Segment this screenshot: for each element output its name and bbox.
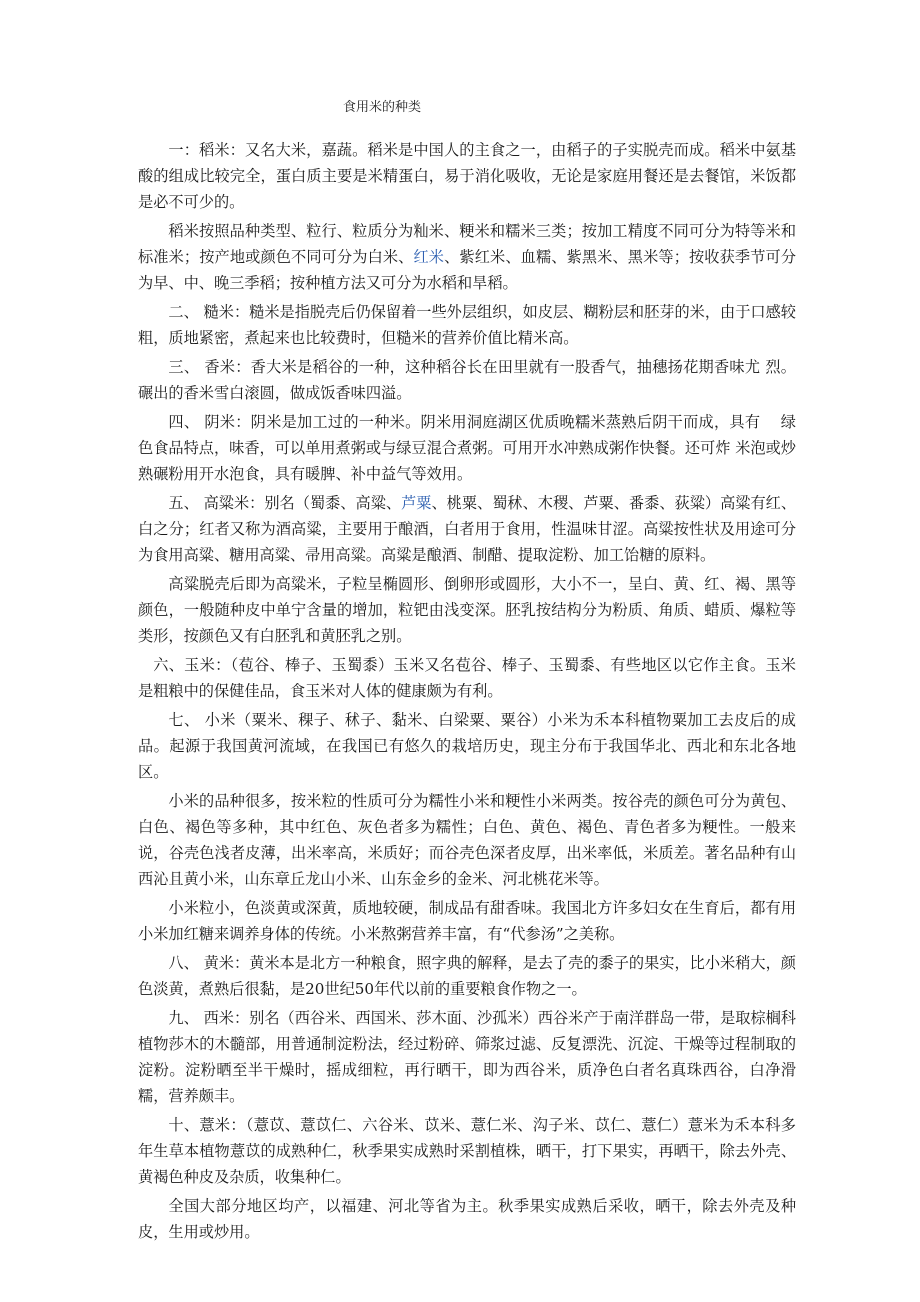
paragraph-millet-properties: 小米粒小，色淡黄或深黄，质地较硬，制成品有甜香味。我国北方许多妇女在生育后，都有用小米加红糖来调养身体的传统。小米熬粥营养丰富，有“代参汤”之美称。	[138, 899, 796, 943]
document-title: 食用米的种类	[343, 100, 422, 115]
paragraph-job-tears: 十、薏米：（薏苡、薏苡仁、六谷米、苡米、薏仁米、沟子米、苡仁、薏仁）薏米为禾本科多年生草本植物薏苡的成熟种仁，秋季果实成熟时采割植株，晒干，打下果实，再晒干，除去外壳、黄褐色种皮及杂质，收集种仁。	[138, 1116, 796, 1186]
paragraph-millet: 七、 小米（粟米、稞子、秫子、黏米、白梁粟、粟谷）小米为禾本科植物粟加工去皮后的成品。起源于我国黄河流域，在我国已有悠久的栽培历史，现主分布于我国华北、西北和东北各地区。	[138, 711, 796, 781]
paragraph-corn: 六、玉米：（苞谷、棒子、玉蜀黍）玉米又名苞谷、棒子、玉蜀黍、有些地区以它作主食。玉米是粗粮中的保健佳品，食玉米对人体的健康颇为有利。	[138, 656, 796, 700]
paragraph-yellow-rice: 八、 黄米：黄米本是北方一种粮食，照字典的解释，是去了壳的黍子的果实，比小米稍大，颜色淡黄，煮熟后很黏，是20世纪50年代以前的重要粮食作物之一。	[138, 954, 796, 998]
paragraph-rice-types	[138, 218, 796, 296]
paragraph-sorghum	[138, 490, 796, 568]
document-body	[138, 137, 796, 1248]
paragraph-text: 稻米按照品种类型、粒行、粒质分为籼米、粳米和糯米三类；按加工精度不同可分为特等米和标准米；按产地或颜色不同可分为白米、	[138, 222, 796, 266]
paragraph-millet-varieties: 小米的品种很多，按米粒的性质可分为糯性小米和粳性小米两类。按谷壳的颜色可分为黄包、白色、褐色等多种，其中红色、灰色者多为糯性；白色、黄色、褐色、青色者多为粳性。一般来说，谷壳色浅者皮薄，出米率高，米质好；而谷壳色深者皮厚，出米率低，米质差。著名品种有山西沁且黄小米，山东章丘龙山小米、山东金乡的金米、河北桃花米等。	[138, 792, 796, 888]
paragraph-fragrant-rice: 三、 香米：香大米是稻谷的一种，这种稻谷长在田里就有一股香气，抽穗扬花期香味尤 烈。碾出的香米雪白滚圆，做成饭香味四溢。	[138, 358, 796, 402]
lusu-link[interactable]: 芦粟	[401, 494, 432, 512]
paragraph-brown-rice: 二、 糙米：糙米是指脱壳后仍保留着一些外层组织，如皮层、糊粉层和胚芽的米，由于口感较粗，质地紧密，煮起来也比较费时，但糙米的营养价值比精米高。	[138, 303, 796, 347]
paragraph-text: 五、 高粱米：别名（蜀黍、高粱、	[168, 494, 402, 512]
paragraph-text: 、紫红米、血糯、紫黑米、黑米等；按收获季节可分为早、中、晚三季稻；按种植方法又可分为水稻和旱稻。	[138, 248, 797, 292]
paragraph-rice: 一：稻米：又名大米，嘉蔬。稻米是中国人的主食之一，由稻子的子实脱壳而成。稻米中氨基酸的组成比较完全，蛋白质主要是米精蛋白，易于消化吸收，无论是家庭用餐还是去餐馆，米饭都是必不可少的。	[138, 141, 796, 211]
paragraph-sorghum-rice: 高粱脱壳后即为高粱米，子粒呈椭圆形、倒卵形或圆形，大小不一，呈白、黄、红、褐、黑等颜色，一般随种皮中单宁含量的增加，粒钯由浅变深。胚乳按结构分为粉质、角质、蜡质、爆粒等类形，按颜色又有白胚乳和黄胚乳之别。	[138, 575, 796, 645]
paragraph-yin-rice: 四、 阴米：阴米是加工过的一种米。阴米用洞庭湖区优质晚糯米蒸熟后阴干而成，具有 绿色食品特点，味香，可以单用煮粥或与绿豆混合煮粥。可用开水冲熟成粥作快餐。还可炸 米泡或炒熟碾粉用开水泡食，具有暖脾、补中益气等效用。	[138, 413, 796, 483]
red-rice-link[interactable]: 红米	[413, 248, 445, 266]
paragraph-text: 、桃粟、蜀秫、木稷、芦粟、番黍、荻粱）高粱有红、白之分；红者又称为酒高粱，主要用于酿酒，白者用于食用，性温味甘涩。高粱按性状及用途可分为食用高粱、糖用高粱、帚用高粱。高粱是酿酒、制醋、提取淀粉、加工饴糖的原料。	[138, 494, 797, 564]
paragraph-job-tears-origin: 全国大部分地区均产，以福建、河北等省为主。秋季果实成熟后采收，晒干，除去外壳及种皮，生用或炒用。	[138, 1197, 796, 1241]
paragraph-sago: 九、 西米：别名（西谷米、西国米、莎木面、沙孤米）西谷米产于南洋群岛一带，是取棕榈科植物莎木的木髓部，用普通制淀粉法，经过粉碎、筛浆过滤、反复漂洗、沉淀、干燥等过程制取的淀粉。淀粉晒至半干燥时，摇成细粒，再行晒干，即为西谷米，质净色白者名真珠西谷，白净滑糯，营养颇丰。	[138, 1009, 796, 1105]
